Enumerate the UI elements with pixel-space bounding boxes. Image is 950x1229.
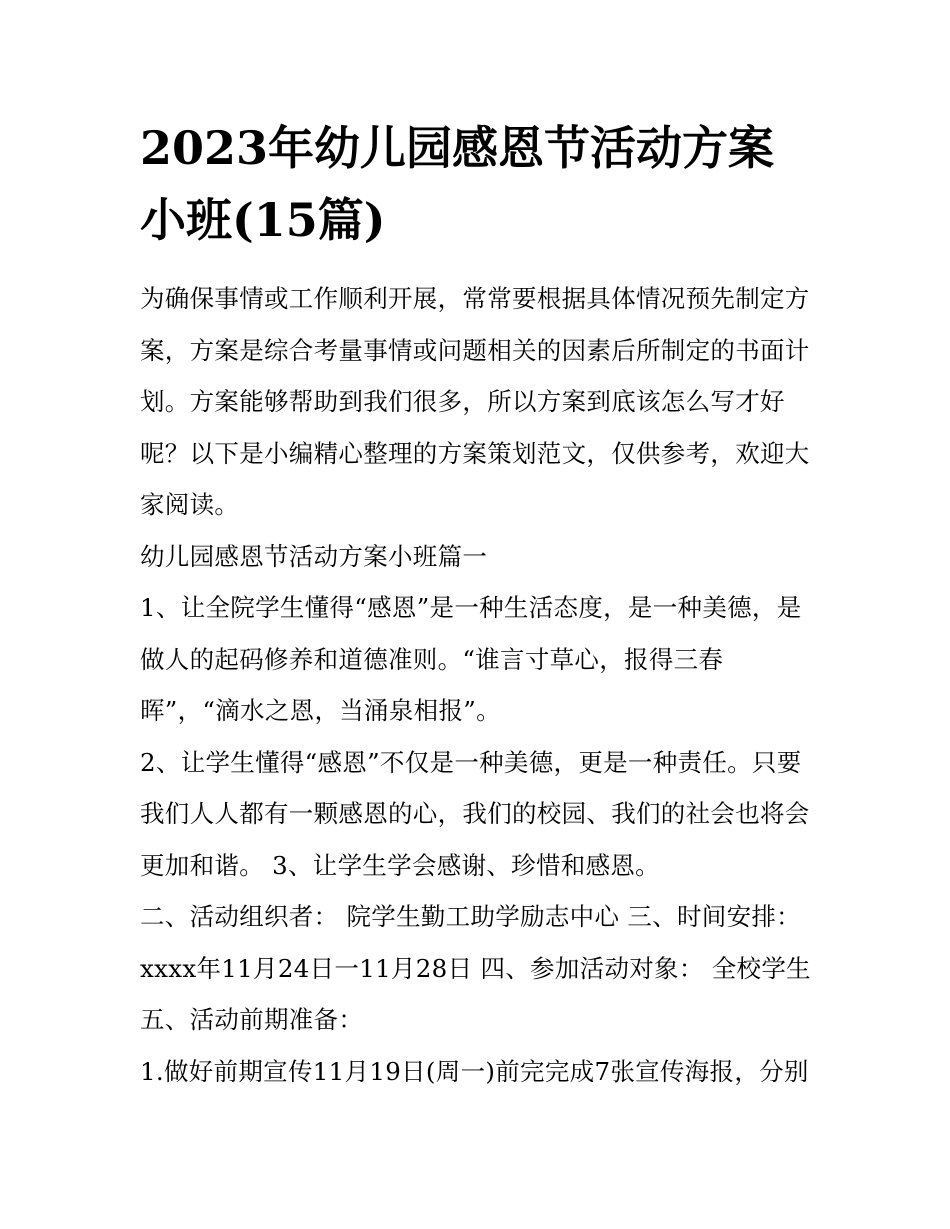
section-heading: 幼儿园感恩节活动方案小班篇一	[140, 541, 488, 571]
goal-item-1: 1、让全院学生懂得“感恩”是一种生活态度，是一种美德，是做人的起码修养和道德准则。“谁言寸草心，报得三春晖”，“滴水之恩，当涌泉相报”。	[140, 593, 802, 725]
document-body	[140, 273, 820, 1097]
document-page	[140, 112, 820, 1097]
document-title: 2023年幼儿园感恩节活动方案小班(15篇)	[140, 121, 775, 247]
preparation-item-1: 1.做好前期宣传11月19日(周一)前完完成7张宣传海报，分别	[140, 1056, 809, 1086]
goal-item-2: 2、让学生懂得“感恩”不仅是一种美德，更是一种责任。只要我们人人都有一颗感恩的心，我们的校园、我们的社会也将会更加和谐。 3、让学生学会感谢、珍惜和感恩。	[140, 747, 810, 880]
activity-details: 二、活动组织者： 院学生勤工助学励志中心 三、时间安排： xxxx年11月24日一11月28日 四、参加活动对象： 全校学生 五、活动前期准备：	[140, 902, 811, 1034]
intro-paragraph: 为确保事情或工作顺利开展，常常要根据具体情况预先制定方案，方案是综合考量事情或问题相关的因素后所制定的书面计划。方案能够帮助到我们很多，所以方案到底该怎么写才好呢？以下是小编精心整理的方案策划范文，仅供参考，欢迎大家阅读。	[140, 284, 810, 519]
